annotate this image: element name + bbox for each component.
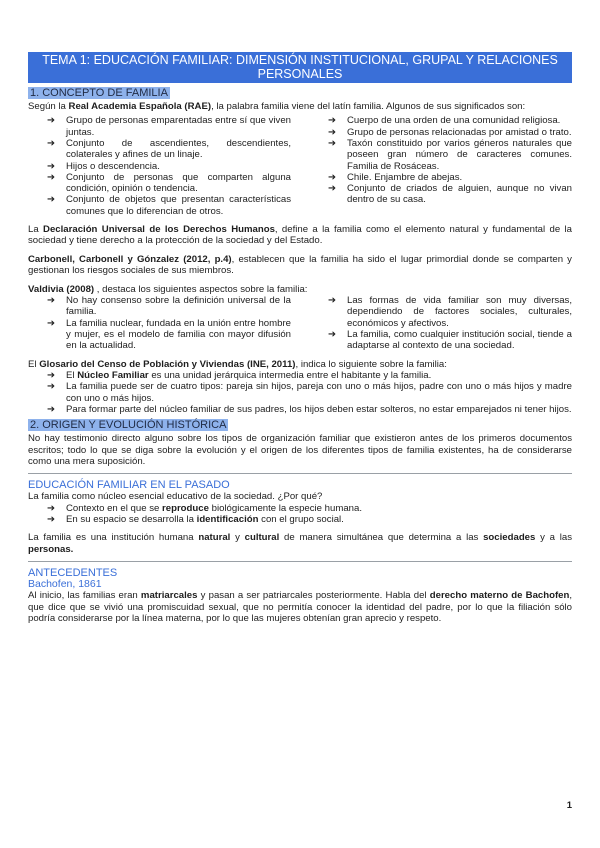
list-item: ➔ No hay consenso sobre la definición universal de la familia. <box>47 295 291 318</box>
valdivia-paragraph: Valdivia (2008) , destaca los siguientes aspectos sobre la familia: <box>28 283 308 295</box>
pasado-intro: La familia como núcleo esencial educativo de la sociedad. ¿Por qué? <box>28 491 323 503</box>
list-item: ➔ Grupo de personas emparentadas entre sí que viven juntas. <box>47 115 291 138</box>
arrow-right-icon: ➔ <box>328 138 337 149</box>
origen-intro: No hay testimonio directo alguno sobre los tipos de organización familiar que existieron antes de los primeros documentos escritos; todo lo que se diga sobre la evolución y el origen de los diferentes tipos de familia existentes, ha de considerarse como una mera suposición. <box>28 433 572 467</box>
list-item: ➔ Hijos o descendencia. <box>47 160 160 172</box>
list-item: ➔ El Núcleo Familiar es una unidad jerárquica intermedia entre el habitante y la familia. <box>47 370 432 381</box>
glosario-paragraph: El Glosario del Censo de Población y Viviendas (INE, 2011), indica lo siguiente sobre la familia: <box>28 358 447 370</box>
list-item: ➔ Grupo de personas relacionadas por amistad o trato. <box>328 126 572 138</box>
list-item: ➔ Cuerpo de una orden de una comunidad religiosa. <box>328 115 561 127</box>
arrow-right-icon: ➔ <box>47 514 56 526</box>
arrow-right-icon: ➔ <box>47 370 56 381</box>
document-title: TEMA 1: EDUCACIÓN FAMILIAR: DIMENSIÓN INSTITUCIONAL, GRUPAL Y RELACIONES PERSONALES <box>28 52 572 83</box>
list-item: ➔ Contexto en el que se reproduce biológicamente la especie humana. <box>47 502 363 514</box>
section-heading-origen: 2. ORIGEN Y EVOLUCIÓN HISTÓRICA <box>30 419 227 432</box>
declaracion-paragraph: La Declaración Universal de los Derechos Humanos, define a la familia como el elemento natural y fundamental de la sociedad y tiene derecho a la protección de la sociedad y del Estado. <box>28 224 572 247</box>
bachofen-paragraph: Al inicio, las familias eran matriarcales y pasan a ser patriarcales posteriormente. Habla del derecho materno de Bachofen, que dice que se vivió una promiscuidad sexual, que no permitía conocer la identidad del padre, por lo que la filiación sólo podría considerarse por la línea materna, por lo que las mujeres obtenían gran aprecio y respeto. <box>28 590 573 625</box>
list-item: ➔ En su espacio se desarrolla la identificación con el grupo social. <box>47 514 344 526</box>
arrow-right-icon: ➔ <box>47 317 56 329</box>
arrow-right-icon: ➔ <box>47 502 56 514</box>
subheading-pasado: EDUCACIÓN FAMILIAR EN EL PASADO <box>28 479 230 492</box>
institucion-paragraph: La familia es una institución humana natural y cultural de manera simultánea que determina a las sociedades y a las personas. <box>28 532 572 555</box>
rae-intro: Según la Real Academia Española (RAE), la palabra familia viene del latín familia. Algunos de sus significados son: <box>28 101 526 112</box>
meanings-list-left <box>28 115 291 217</box>
subheading-antecedentes: ANTECEDENTES <box>28 567 118 580</box>
arrow-right-icon: ➔ <box>47 115 56 127</box>
arrow-right-icon: ➔ <box>47 194 56 206</box>
divider <box>28 561 572 562</box>
arrow-right-icon: ➔ <box>328 295 337 307</box>
list-item: ➔ La familia puede ser de cuatro tipos: pareja sin hijos, pareja con uno o más hijos, padre con uno o más hijos y madre con uno o más hijos. <box>47 381 572 404</box>
list-item: ➔ Conjunto de ascendientes, descendientes, colaterales y afines de un linaje. <box>47 138 291 161</box>
list-item: ➔ Para formar parte del núcleo familiar de sus padres, los hijos deben estar solteros, no estar emparejados ni tener hijos. <box>47 403 572 415</box>
valdivia-columns <box>28 295 572 351</box>
glosario-list <box>28 370 572 415</box>
valdivia-list-left <box>28 295 291 351</box>
list-item: ➔ La familia nuclear, fundada en la unión entre hombre y mujer, es el modelo de familia con mayor difusión en la actualidad. <box>47 317 291 352</box>
arrow-right-icon: ➔ <box>328 171 337 183</box>
list-item: ➔ La familia, como cualquier institución social, tiende a adaptarse al contexto de una sociedad. <box>328 329 572 352</box>
arrow-right-icon: ➔ <box>47 171 56 183</box>
pasado-list <box>28 503 572 526</box>
page-number: 1 <box>566 800 572 811</box>
valdivia-list-right <box>309 295 572 351</box>
arrow-right-icon: ➔ <box>47 381 56 393</box>
list-item: ➔ Conjunto de criados de alguien, aunque no vivan dentro de su casa. <box>328 183 572 206</box>
list-item: ➔ Conjunto de personas que comparten alguna condición, opinión o tendencia. <box>47 171 291 195</box>
list-item: ➔ Conjunto de objetos que presentan características comunes que lo diferencian de otros. <box>47 194 291 217</box>
subheading-bachofen: Bachofen, 1861 <box>28 578 102 591</box>
arrow-right-icon: ➔ <box>47 403 56 415</box>
list-item: ➔ Chile. Enjambre de abejas. <box>328 171 463 183</box>
arrow-right-icon: ➔ <box>328 183 337 195</box>
arrow-right-icon: ➔ <box>47 295 56 307</box>
carbonell-paragraph: Carbonell, Carbonell y Gónzalez (2012, p.4), establecen que la familia ha sido el lugar primordial donde se comparten y gestionan los riesgos sociales de sus miembros. <box>28 253 572 277</box>
arrow-right-icon: ➔ <box>328 126 337 138</box>
divider <box>28 473 572 474</box>
arrow-right-icon: ➔ <box>47 138 56 149</box>
arrow-right-icon: ➔ <box>328 329 337 340</box>
arrow-right-icon: ➔ <box>47 160 56 172</box>
list-item: ➔ Taxón constituido por varios géneros naturales que poseen gran número de caracteres comunes. Familia de Rosáceas. <box>328 138 572 172</box>
section-heading-concepto: 1. CONCEPTO DE FAMILIA <box>30 87 168 99</box>
arrow-right-icon: ➔ <box>328 115 337 127</box>
meanings-columns <box>28 115 572 217</box>
meanings-list-right <box>309 115 572 205</box>
document-page <box>28 52 572 624</box>
list-item: ➔ Las formas de vida familiar son muy diversas, dependiendo de factores sociales, culturales, económicos y afectivos. <box>328 295 572 329</box>
